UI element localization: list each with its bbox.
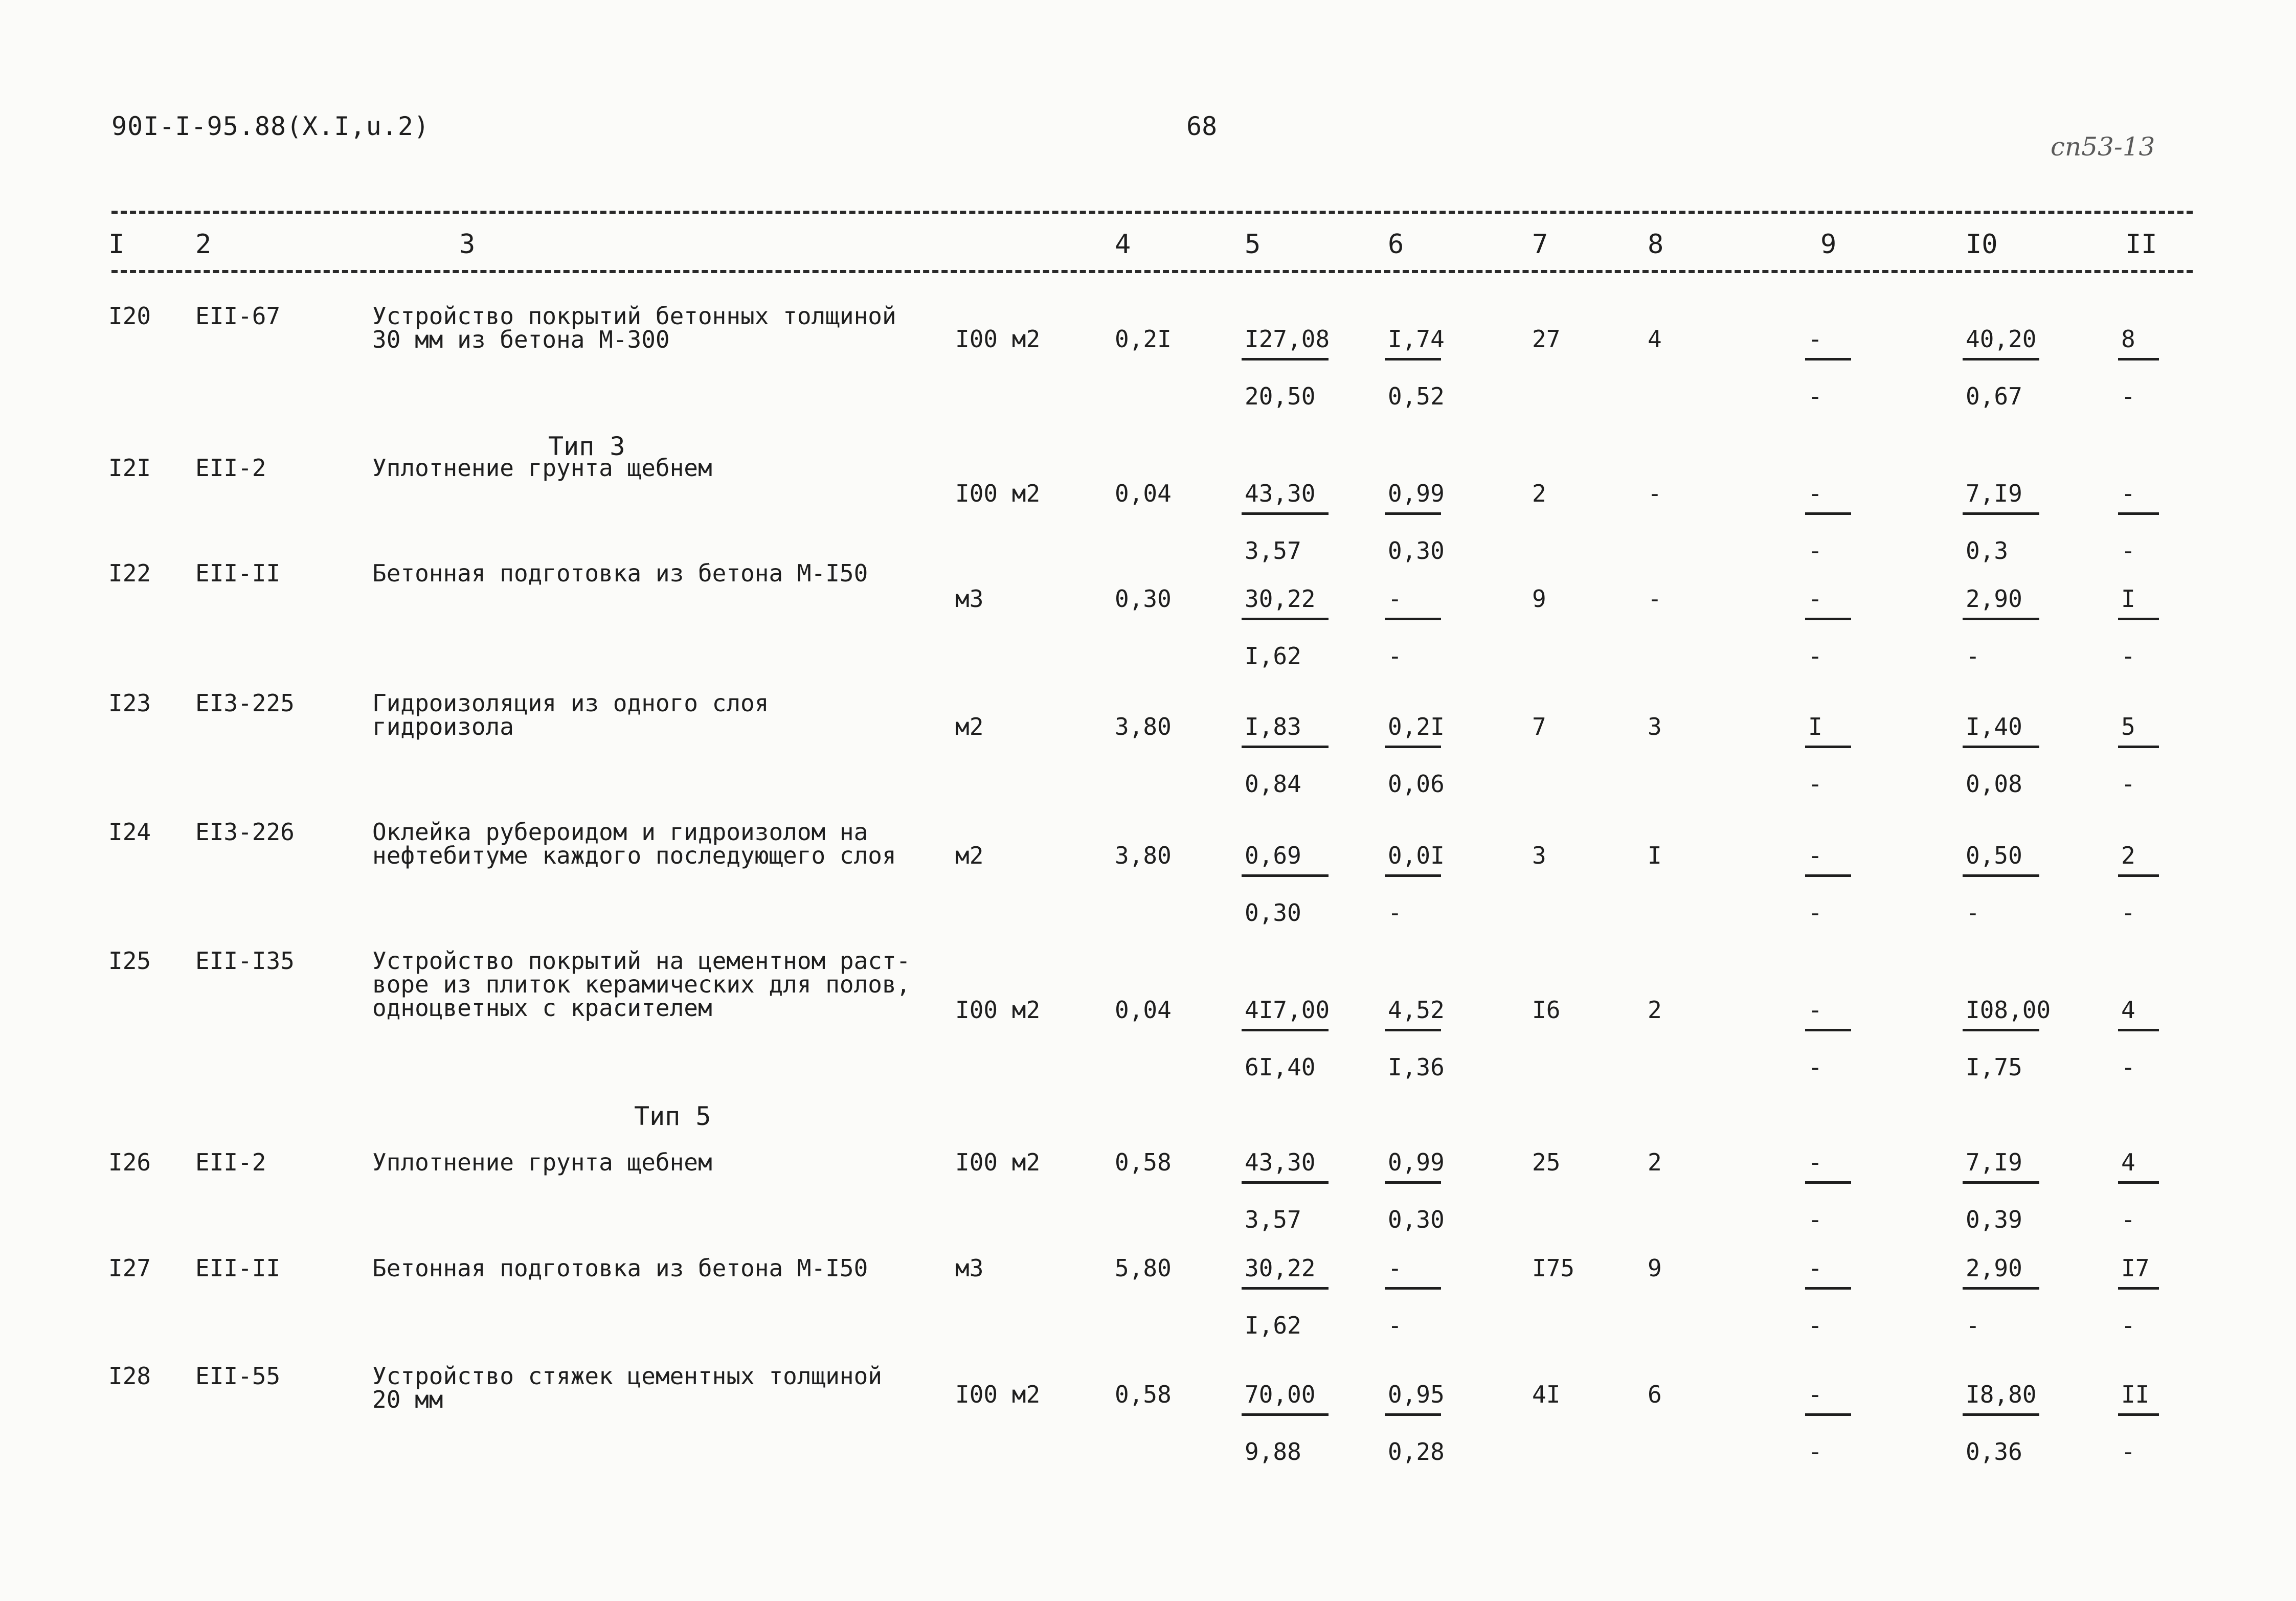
value-c5-upper: 4I7,00 <box>1245 996 1330 1024</box>
row-number: I25 <box>108 947 151 975</box>
fraction-rule-c5 <box>1242 618 1329 620</box>
value-c10-lower: - <box>1966 899 1980 927</box>
value-c6-upper: 0,95 <box>1388 1381 1445 1408</box>
fraction-rule-c5 <box>1242 746 1329 748</box>
fraction-rule-c9 <box>1805 512 1851 515</box>
work-description-line: гидроизола <box>372 713 514 740</box>
resource-code: EI3-225 <box>195 689 295 717</box>
value-c10-lower: 0,39 <box>1966 1206 2022 1233</box>
row-number: I27 <box>108 1254 151 1282</box>
value-c10-upper: 2,90 <box>1966 1254 2022 1282</box>
value-c10-upper: 7,I9 <box>1966 1148 2022 1176</box>
fraction-rule-c9 <box>1805 746 1851 748</box>
value-c8: 2 <box>1648 1148 1662 1176</box>
value-c8: I <box>1648 842 1662 869</box>
header-top-rule <box>111 211 2193 214</box>
value-c7: 25 <box>1532 1148 1561 1176</box>
unit-of-measure: I00 м2 <box>955 325 1041 353</box>
work-description-line: Устройство стяжек цементных толщиной <box>372 1362 882 1390</box>
column-header-11: II <box>2125 229 2157 260</box>
value-c7: 2 <box>1532 480 1546 507</box>
resource-code: EII-I35 <box>195 947 295 975</box>
section-label-type-5: Тип 5 <box>634 1101 711 1131</box>
value-c6-lower: 0,28 <box>1388 1438 1445 1465</box>
value-c6-lower: I,36 <box>1388 1053 1445 1081</box>
value-c5-upper: I,83 <box>1245 713 1301 740</box>
value-c10-lower: 0,36 <box>1966 1438 2022 1465</box>
quantity: 0,58 <box>1115 1148 1172 1176</box>
fraction-rule-c10 <box>1963 512 2039 515</box>
handwritten-stamp: сп53-13 <box>2051 132 2155 162</box>
value-c9-upper: - <box>1808 1381 1822 1408</box>
value-c5-lower: I,62 <box>1245 642 1301 670</box>
fraction-rule-c9 <box>1805 1287 1851 1290</box>
fraction-rule-c6 <box>1385 1181 1441 1184</box>
value-c6-lower: 0,30 <box>1388 1206 1445 1233</box>
column-header-5: 5 <box>1245 229 1261 260</box>
unit-of-measure: м3 <box>955 1254 984 1282</box>
value-c5-lower: 6I,40 <box>1245 1053 1316 1081</box>
value-c10-upper: 7,I9 <box>1966 480 2022 507</box>
fraction-rule-c11 <box>2118 1413 2159 1416</box>
resource-code: EII-67 <box>195 302 281 330</box>
fraction-rule-c11 <box>2118 1029 2159 1031</box>
quantity: 0,58 <box>1115 1381 1172 1408</box>
value-c7: I75 <box>1532 1254 1575 1282</box>
fraction-rule-c11 <box>2118 512 2159 515</box>
value-c11-upper: - <box>2121 480 2135 507</box>
value-c11-upper: II <box>2121 1381 2150 1408</box>
fraction-rule-c5 <box>1242 1413 1329 1416</box>
page-number: 68 <box>1186 111 1218 141</box>
value-c9-lower: - <box>1808 899 1822 927</box>
unit-of-measure: I00 м2 <box>955 1148 1041 1176</box>
fraction-rule-c9 <box>1805 618 1851 620</box>
column-header-8: 8 <box>1648 229 1664 260</box>
document-code: 90I-I-95.88(X.I,u.2) <box>111 111 430 141</box>
value-c10-upper: I8,80 <box>1966 1381 2037 1408</box>
value-c6-upper: 4,52 <box>1388 996 1445 1024</box>
row-number: I26 <box>108 1148 151 1176</box>
work-description-line: воре из плиток керамических для полов, <box>372 971 911 998</box>
work-description-line: Уплотнение грунта щебнем <box>372 454 712 482</box>
value-c11-lower: - <box>2121 899 2135 927</box>
fraction-rule-c5 <box>1242 512 1329 515</box>
value-c9-upper: - <box>1808 842 1822 869</box>
value-c5-lower: 0,84 <box>1245 770 1301 798</box>
unit-of-measure: м2 <box>955 842 984 869</box>
value-c8: 2 <box>1648 996 1662 1024</box>
value-c10-upper: I,40 <box>1966 713 2022 740</box>
row-number: I20 <box>108 302 151 330</box>
value-c5-lower: I,62 <box>1245 1312 1301 1339</box>
fraction-rule-c5 <box>1242 1029 1329 1031</box>
quantity: 5,80 <box>1115 1254 1172 1282</box>
fraction-rule-c6 <box>1385 1029 1441 1031</box>
value-c11-lower: - <box>2121 770 2135 798</box>
column-header-3: 3 <box>459 229 476 260</box>
value-c11-lower: - <box>2121 642 2135 670</box>
work-description-line: Уплотнение грунта щебнем <box>372 1148 712 1176</box>
value-c11-upper: 5 <box>2121 713 2135 740</box>
row-number: I23 <box>108 689 151 717</box>
value-c9-lower: - <box>1808 642 1822 670</box>
value-c6-upper: 0,99 <box>1388 1148 1445 1176</box>
fraction-rule-c5 <box>1242 1287 1329 1290</box>
value-c6-lower: - <box>1388 899 1402 927</box>
fraction-rule-c11 <box>2118 874 2159 877</box>
fraction-rule-c9 <box>1805 874 1851 877</box>
value-c11-lower: - <box>2121 537 2135 565</box>
value-c7: 4I <box>1532 1381 1561 1408</box>
value-c11-lower: - <box>2121 1206 2135 1233</box>
fraction-rule-c6 <box>1385 1287 1441 1290</box>
fraction-rule-c10 <box>1963 1029 2039 1031</box>
value-c5-upper: 43,30 <box>1245 480 1316 507</box>
resource-code: EII-II <box>195 559 281 587</box>
fraction-rule-c9 <box>1805 1029 1851 1031</box>
value-c6-upper: - <box>1388 585 1402 613</box>
value-c9-upper: - <box>1808 1254 1822 1282</box>
value-c5-lower: 20,50 <box>1245 382 1316 410</box>
fraction-rule-c6 <box>1385 618 1441 620</box>
value-c10-lower: I,75 <box>1966 1053 2022 1081</box>
value-c11-upper: I <box>2121 585 2135 613</box>
value-c6-lower: - <box>1388 1312 1402 1339</box>
value-c11-upper: 4 <box>2121 996 2135 1024</box>
fraction-rule-c9 <box>1805 1181 1851 1184</box>
row-number: I28 <box>108 1362 151 1390</box>
work-description-line: Оклейка рубероидом и гидроизолом на <box>372 818 868 846</box>
value-c5-upper: 43,30 <box>1245 1148 1316 1176</box>
value-c9-upper: - <box>1808 325 1822 353</box>
resource-code: EII-2 <box>195 1148 266 1176</box>
value-c5-upper: 70,00 <box>1245 1381 1316 1408</box>
value-c9-upper: - <box>1808 585 1822 613</box>
value-c9-upper: I <box>1808 713 1822 740</box>
value-c11-upper: 8 <box>2121 325 2135 353</box>
fraction-rule-c10 <box>1963 874 2039 877</box>
value-c6-upper: I,74 <box>1388 325 1445 353</box>
fraction-rule-c10 <box>1963 1413 2039 1416</box>
column-header-2: 2 <box>195 229 212 260</box>
work-description-line: 30 мм из бетона М-300 <box>372 326 670 353</box>
quantity: 3,80 <box>1115 842 1172 869</box>
value-c6-upper: 0,0I <box>1388 842 1445 869</box>
unit-of-measure: I00 м2 <box>955 996 1041 1024</box>
value-c6-lower: 0,52 <box>1388 382 1445 410</box>
value-c7: 7 <box>1532 713 1546 740</box>
column-header-1: I <box>108 229 125 260</box>
value-c6-upper: - <box>1388 1254 1402 1282</box>
value-c6-lower: 0,30 <box>1388 537 1445 565</box>
value-c5-lower: 3,57 <box>1245 1206 1301 1233</box>
quantity: 0,04 <box>1115 480 1172 507</box>
value-c5-lower: 0,30 <box>1245 899 1301 927</box>
quantity: 0,04 <box>1115 996 1172 1024</box>
work-description-line: Гидроизоляция из одного слоя <box>372 689 769 717</box>
value-c9-lower: - <box>1808 1053 1822 1081</box>
value-c10-lower: - <box>1966 1312 1980 1339</box>
value-c6-upper: 0,99 <box>1388 480 1445 507</box>
work-description-line: Бетонная подготовка из бетона М-I50 <box>372 1254 868 1282</box>
work-description-line: 20 мм <box>372 1386 443 1413</box>
value-c9-upper: - <box>1808 480 1822 507</box>
fraction-rule-c9 <box>1805 358 1851 360</box>
value-c5-upper: 0,69 <box>1245 842 1301 869</box>
fraction-rule-c11 <box>2118 746 2159 748</box>
fraction-rule-c5 <box>1242 874 1329 877</box>
value-c7: 9 <box>1532 585 1546 613</box>
value-c10-lower: - <box>1966 642 1980 670</box>
value-c6-lower: - <box>1388 642 1402 670</box>
value-c9-lower: - <box>1808 537 1822 565</box>
fraction-rule-c5 <box>1242 358 1329 360</box>
resource-code: EI3-226 <box>195 818 295 846</box>
header-bottom-rule <box>111 270 2193 273</box>
value-c7: I6 <box>1532 996 1561 1024</box>
value-c10-upper: 40,20 <box>1966 325 2037 353</box>
value-c5-lower: 3,57 <box>1245 537 1301 565</box>
quantity: 0,30 <box>1115 585 1172 613</box>
value-c7: 27 <box>1532 325 1561 353</box>
column-header-9: 9 <box>1820 229 1837 260</box>
unit-of-measure: м3 <box>955 585 984 613</box>
row-number: I2I <box>108 454 151 482</box>
value-c7: 3 <box>1532 842 1546 869</box>
value-c9-lower: - <box>1808 1206 1822 1233</box>
value-c9-upper: - <box>1808 996 1822 1024</box>
value-c10-lower: 0,67 <box>1966 382 2022 410</box>
row-number: I22 <box>108 559 151 587</box>
resource-code: EII-2 <box>195 454 266 482</box>
fraction-rule-c10 <box>1963 746 2039 748</box>
fraction-rule-c11 <box>2118 1181 2159 1184</box>
fraction-rule-c10 <box>1963 1181 2039 1184</box>
fraction-rule-c9 <box>1805 1413 1851 1416</box>
value-c5-upper: 30,22 <box>1245 1254 1316 1282</box>
value-c10-lower: 0,08 <box>1966 770 2022 798</box>
fraction-rule-c11 <box>2118 1287 2159 1290</box>
value-c6-lower: 0,06 <box>1388 770 1445 798</box>
value-c9-upper: - <box>1808 1148 1822 1176</box>
fraction-rule-c6 <box>1385 512 1441 515</box>
fraction-rule-c6 <box>1385 874 1441 877</box>
fraction-rule-c6 <box>1385 358 1441 360</box>
work-description-line: одноцветных с красителем <box>372 994 712 1022</box>
fraction-rule-c10 <box>1963 1287 2039 1290</box>
row-number: I24 <box>108 818 151 846</box>
value-c6-upper: 0,2I <box>1388 713 1445 740</box>
section-label-type-3: Тип 3 <box>548 432 625 461</box>
work-description-line: Устройство покрытий бетонных толщиной <box>372 302 896 330</box>
value-c8: 3 <box>1648 713 1662 740</box>
unit-of-measure: м2 <box>955 713 984 740</box>
column-header-4: 4 <box>1115 229 1131 260</box>
fraction-rule-c5 <box>1242 1181 1329 1184</box>
value-c5-upper: 30,22 <box>1245 585 1316 613</box>
work-description-line: нефтебитуме каждого последующего слоя <box>372 842 896 869</box>
work-description-line: Устройство покрытий на цементном раст- <box>372 947 911 975</box>
unit-of-measure: I00 м2 <box>955 1381 1041 1408</box>
value-c11-lower: - <box>2121 382 2135 410</box>
value-c9-lower: - <box>1808 1438 1822 1465</box>
fraction-rule-c10 <box>1963 358 2039 360</box>
value-c8: - <box>1648 585 1662 613</box>
fraction-rule-c6 <box>1385 746 1441 748</box>
value-c5-upper: I27,08 <box>1245 325 1330 353</box>
value-c5-lower: 9,88 <box>1245 1438 1301 1465</box>
fraction-rule-c11 <box>2118 358 2159 360</box>
value-c9-lower: - <box>1808 382 1822 410</box>
value-c8: - <box>1648 480 1662 507</box>
column-header-7: 7 <box>1532 229 1548 260</box>
fraction-rule-c11 <box>2118 618 2159 620</box>
value-c8: 4 <box>1648 325 1662 353</box>
value-c8: 6 <box>1648 1381 1662 1408</box>
value-c10-lower: 0,3 <box>1966 537 2009 565</box>
fraction-rule-c6 <box>1385 1413 1441 1416</box>
quantity: 0,2I <box>1115 325 1172 353</box>
value-c11-lower: - <box>2121 1312 2135 1339</box>
unit-of-measure: I00 м2 <box>955 480 1041 507</box>
value-c9-lower: - <box>1808 770 1822 798</box>
value-c10-upper: I08,00 <box>1966 996 2051 1024</box>
value-c11-lower: - <box>2121 1438 2135 1465</box>
fraction-rule-c10 <box>1963 618 2039 620</box>
quantity: 3,80 <box>1115 713 1172 740</box>
value-c11-upper: I7 <box>2121 1254 2150 1282</box>
resource-code: EII-II <box>195 1254 281 1282</box>
column-header-10: I0 <box>1966 229 1998 260</box>
column-header-6: 6 <box>1388 229 1404 260</box>
work-description-line: Бетонная подготовка из бетона М-I50 <box>372 559 868 587</box>
value-c10-upper: 0,50 <box>1966 842 2022 869</box>
value-c9-lower: - <box>1808 1312 1822 1339</box>
value-c11-upper: 2 <box>2121 842 2135 869</box>
value-c10-upper: 2,90 <box>1966 585 2022 613</box>
value-c8: 9 <box>1648 1254 1662 1282</box>
value-c11-lower: - <box>2121 1053 2135 1081</box>
value-c11-upper: 4 <box>2121 1148 2135 1176</box>
resource-code: EII-55 <box>195 1362 281 1390</box>
